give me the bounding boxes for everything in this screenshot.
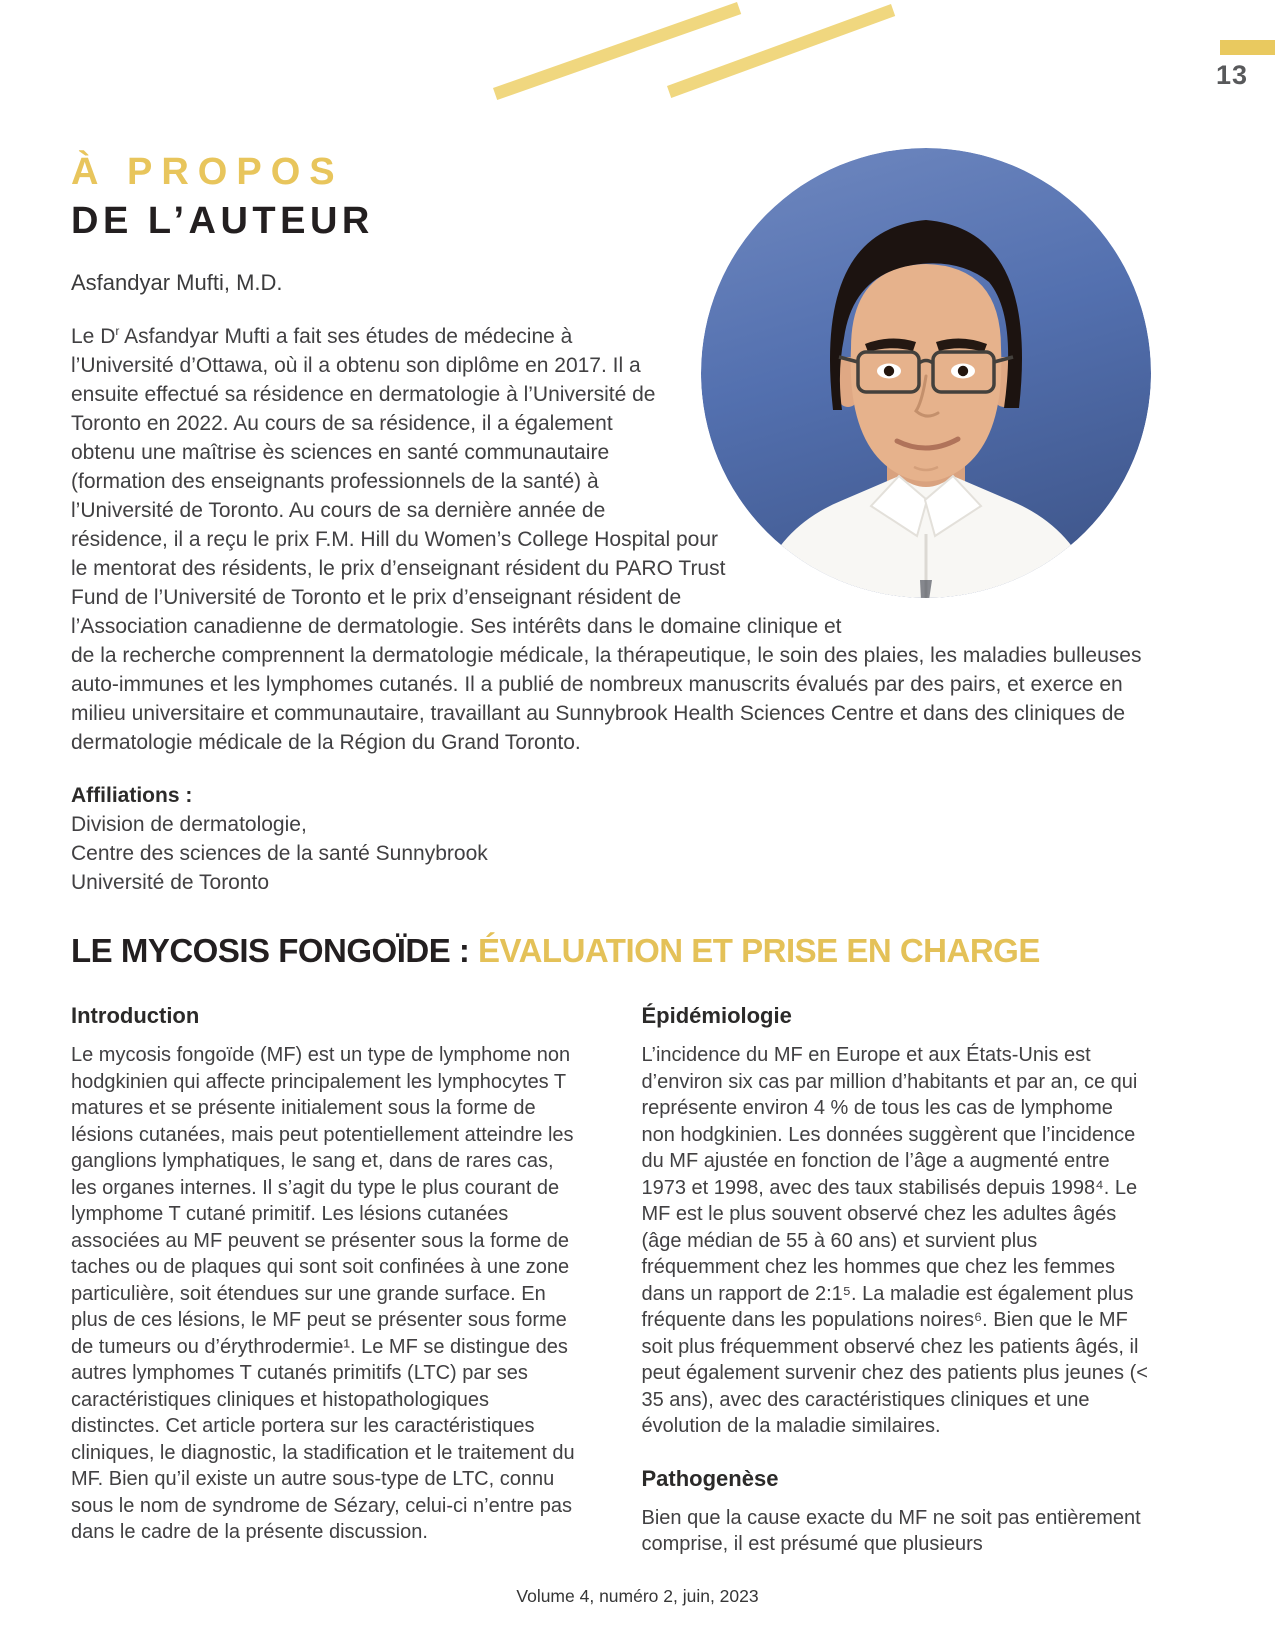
paragraph-pathogenese: Bien que la cause exacte du MF ne soit pas entièrement comprise, il est présumé que plusieurs (641, 1506, 1141, 1556)
article-title-black: LE MYCOSIS FONGOÏDE : (71, 931, 479, 969)
author-portrait-illustration (701, 148, 1151, 598)
column-left (71, 1003, 581, 1558)
bio-body: Asfandyar Mufti a fait ses études de médecine à l’Université d’Ottawa, où il a obtenu son diplôme en 2017. Il a ensuite effectué sa résidence en dermatologie à l’Université de Toronto en 2022. Au cours de sa résidence, il a également obtenu une maîtrise ès sciences en santé communautaire (formation des enseignants professionnels de la santé) à l’Université de Toronto. Au cours de sa dernière année de résidence, il a reçu le prix F.M. Hill du Women’s College Hospital pour le mentorat des résidents, le prix d’enseignant résident du PARO Trust Fund de l’Université de Toronto et le prix d’enseignant résident de l’Association canadienne de dermatologie. Ses intérêts dans le domaine clinique et de la recherche comprennent la dermatologie médicale, la thérapeutique, le soin des plaies, les maladies bulleuses auto-immunes et les lymphomes cutanés. Il a publié de nombreux manuscrits évalués par des pairs, et exerce en milieu universitaire et communautaire, travaillant au Sunnybrook Health Sciences Centre et dans des cliniques de dermatologie médicale de la Région du Grand Toronto. (71, 324, 1142, 754)
bio-prefix: Le D (71, 324, 116, 348)
affiliation-line: Centre des sciences de la santé Sunnybrook (71, 841, 488, 865)
affiliation-line: Division de dermatologie, (71, 812, 307, 836)
column-right (642, 1003, 1152, 1558)
author-name: Asfandyar Mufti, M.D. (71, 269, 283, 295)
page-footer: Volume 4, numéro 2, juin, 2023 (516, 1586, 759, 1606)
article-title-yellow: ÉVALUATION ET PRISE EN CHARGE (478, 931, 1040, 969)
heading-introduction: Introduction (71, 1003, 200, 1029)
article-columns (71, 1003, 1151, 1558)
about-title-line2: DE L’AUTEUR (71, 200, 374, 243)
decorative-diagonal-lines (0, 0, 1275, 110)
paragraph-introduction: Le mycosis fongoïde (MF) est un type de lymphome non hodgkinien qui affecte principalement les lymphocytes T matures et se présente initialement sous la forme de lésions cutanées, mais peut potentiellement atteindre les ganglions lymphatiques, le sang et, dans de rares cas, les organes internes. Il s’agit du type le plus courant de lymphome T cutané primitif. Les lésions cutanées associées au MF peuvent se présenter sous la forme de taches ou de plaques qui sont soit confinées à une zone particulière, soit étendues sur une grande surface. En plus de ces lésions, le MF peut se présenter sous forme de tumeurs ou d’érythrodermie¹. Le MF se distingue des autres lymphomes T cutanés primitifs (LTC) par ses caractéristiques cliniques et histopathologiques distinctes. Cet article portera sur les caractéristiques cliniques, le diagnostic, la stadification et le traitement du MF. Bien qu’il existe un autre sous-type de LTC, connu sous le nom de syndrome de Sézary, celui-ci n’entre pas dans le cadre de la présente discussion. (71, 1044, 575, 1544)
author-photo (701, 148, 1151, 598)
about-author-section (71, 148, 1151, 897)
about-title-line1: À PROPOS (71, 151, 344, 193)
affiliation-line: Université de Toronto (71, 870, 270, 894)
paragraph-epidemiologie: L’incidence du MF en Europe et aux États-Unis est d’environ six cas par million d’habitants et par an, ce qui représente environ 4 % de tous les cas de lymphome non hodgkinien. Les données suggèrent que l’incidence du MF ajustée en fonction de l’âge a augmenté entre 1973 et 1998, avec des taux stabilisés depuis 1998⁴. Le MF est le plus souvent observé chez les adultes âgés (âge médian de 55 à 60 ans) et survient plus fréquemment chez les hommes que chez les femmes dans un rapport de 2:1⁵. La maladie est également plus fréquente dans les populations noires⁶. Bien que le MF soit plus fréquemment observé chez les patients âgés, il peut également survenir chez des patients plus jeunes (< 35 ans), avec des caractéristiques cliniques et une évolution de la maladie similaires. (641, 1044, 1148, 1438)
page-number-accent-bar (1220, 40, 1275, 55)
affiliations-heading: Affiliations : (71, 783, 193, 807)
heading-epidemiologie: Épidémiologie (641, 1003, 792, 1029)
bio-superscript: r (115, 323, 120, 338)
article-title (71, 933, 1151, 969)
heading-pathogenese: Pathogenèse (641, 1465, 779, 1491)
page-number: 13 (1216, 60, 1249, 90)
